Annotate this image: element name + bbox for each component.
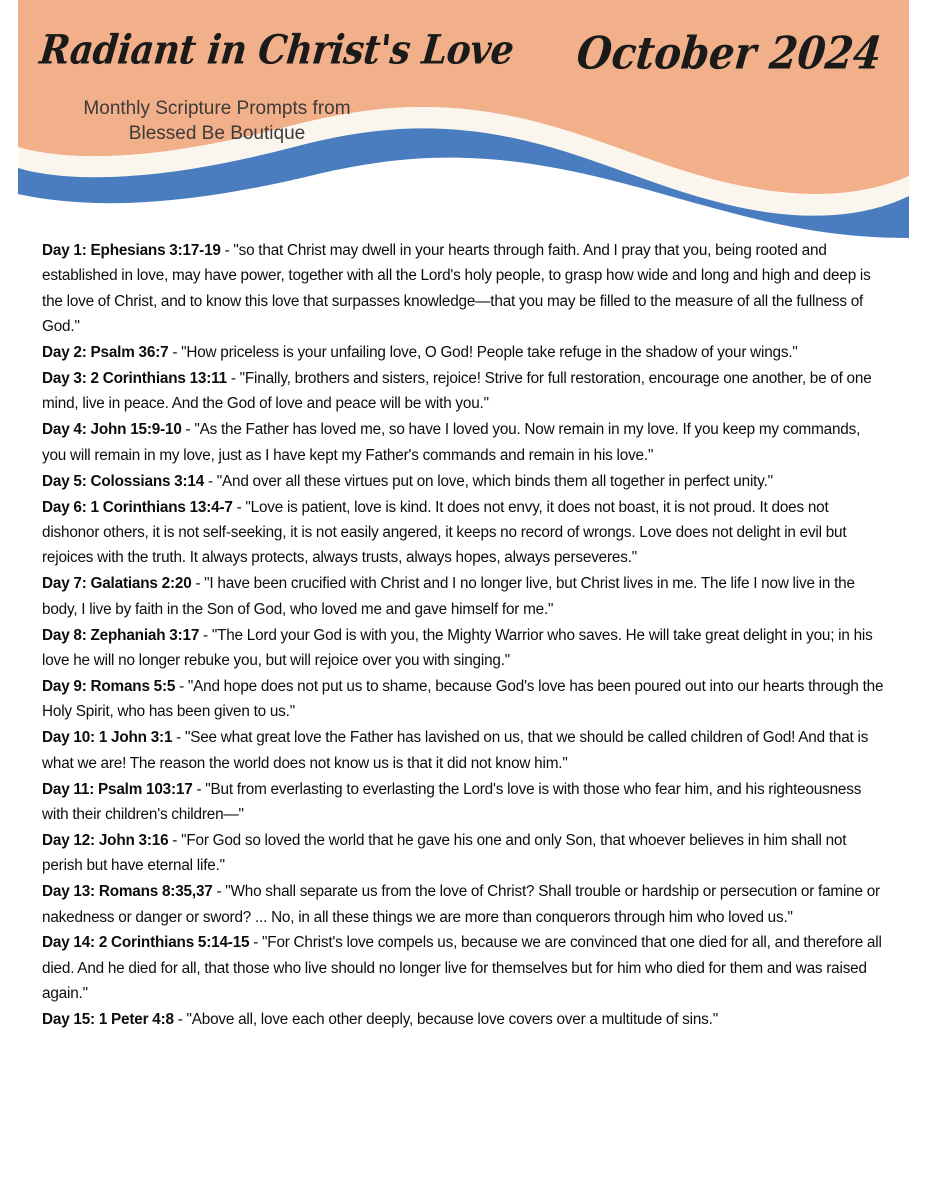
scripture-separator: - [168, 344, 182, 362]
scripture-reference: Day 2: Psalm 36:7 [42, 344, 169, 362]
scripture-entry [42, 828, 885, 879]
scripture-reference: Day 12: John 3:16 [42, 831, 169, 849]
scripture-verse-text: "But from everlasting to everlasting the Lord's love is with those who fear him, and his righteousness with their children's children—" [42, 780, 862, 823]
scripture-reference: Day 11: Psalm 103:17 [42, 780, 193, 798]
scripture-verse-text: "For God so loved the world that he gave his one and only Son, that whoever believes in him shall not perish but have eternal life." [42, 831, 847, 875]
scripture-separator: - [192, 780, 206, 798]
scripture-separator: - [249, 934, 263, 952]
scripture-separator: - [173, 1011, 187, 1029]
scripture-separator: - [226, 370, 240, 388]
scripture-separator: - [191, 575, 205, 593]
scripture-entry [42, 623, 885, 674]
subtitle [52, 96, 382, 146]
scripture-reference: Day 7: Galatians 2:20 [42, 575, 192, 593]
scripture-entry [42, 879, 885, 930]
scripture-verse-text: "How priceless is your unfailing love, O God! People take refuge in the shadow of your wings." [181, 344, 798, 362]
scripture-separator: - [181, 421, 195, 439]
scripture-verse-text: "Love is patient, love is kind. It does not envy, it does not boast, it is not proud. It does not dishonor others, it is not self-seeking, it is not easily angered, it keeps no record of wrongs. Love does not delight in evil but rejoices with the truth. It always protects, always trusts, always hopes, always perseveres." [42, 498, 847, 567]
scripture-entry [42, 366, 885, 417]
scripture-reference: Day 10: 1 John 3:1 [42, 729, 173, 747]
scripture-entry [42, 571, 885, 622]
scripture-entry [42, 417, 885, 468]
scripture-list [0, 238, 927, 1033]
scripture-verse-text: "See what great love the Father has lavished on us, that we should be called children of God! And that is what we are! The reason the world does not know us is that it did not know him." [42, 729, 869, 772]
scripture-entry [42, 1007, 885, 1032]
scripture-entry [42, 930, 885, 1006]
scripture-separator: - [199, 626, 212, 644]
scripture-reference: Day 15: 1 Peter 4:8 [42, 1011, 174, 1029]
scripture-separator: - [175, 677, 188, 695]
scripture-reference: Day 13: Romans 8:35,37 [42, 883, 213, 901]
scripture-reference: Day 5: Colossians 3:14 [42, 472, 205, 490]
scripture-entry [42, 674, 885, 725]
scripture-reference: Day 3: 2 Corinthians 13:11 [42, 370, 227, 388]
scripture-entry [42, 725, 885, 776]
scripture-separator: - [204, 472, 217, 490]
scripture-verse-text: "Above all, love each other deeply, because love covers over a multitude of sins." [186, 1011, 718, 1029]
subtitle-line-2: Blessed Be Boutique [128, 123, 306, 144]
scripture-verse-text: "so that Christ may dwell in your hearts through faith. And I pray that you, being rooted and established in love, may have power, together with all the Lord's holy people, to grasp how wide and long and high and deep is the love of Christ, and to know this love that surpasses knowledge—that you may be filled to the measure of all the fullness of God." [42, 242, 871, 336]
scripture-reference: Day 8: Zephaniah 3:17 [42, 626, 200, 644]
scripture-entry [42, 495, 885, 571]
scripture-verse-text: "The Lord your God is with you, the Mighty Warrior who saves. He will take great delight in you; in his love he will no longer rebuke you, but will rejoice over you with singing." [42, 626, 873, 669]
scripture-reference: Day 6: 1 Corinthians 13:4-7 [42, 498, 233, 516]
scripture-verse-text: "As the Father has loved me, so have I loved you. Now remain in my love. If you keep my commands, you will remain in my love, just as I have kept my Father's commands and remain in his love." [42, 421, 861, 464]
scripture-verse-text: "For Christ's love compels us, because we are convinced that one died for all, and therefore all died. And he died for all, that those who live should no longer live for themselves but for him who died for them and was raised again." [42, 934, 882, 1003]
scripture-verse-text: "And over all these virtues put on love, which binds them all together in perfect unity." [216, 472, 773, 490]
scripture-reference: Day 9: Romans 5:5 [42, 677, 176, 695]
scripture-separator: - [168, 831, 182, 849]
scripture-verse-text: "Who shall separate us from the love of Christ? Shall trouble or hardship or persecution or famine or nakedness or danger or sword? ... No, in all these things we are more than conquerors through him who loved us." [42, 883, 880, 926]
scripture-verse-text: "And hope does not put us to shame, because God's love has been poured out into our hearts through the Holy Spirit, who has been given to us." [42, 677, 884, 721]
scripture-entry [42, 238, 885, 340]
scripture-entry [42, 340, 885, 365]
scripture-verse-text: "Finally, brothers and sisters, rejoice! Strive for full restoration, encourage one another, be of one mind, live in peace. And the God of love and peace will be with you." [42, 370, 872, 413]
scripture-entry [42, 777, 885, 828]
scripture-separator: - [172, 729, 185, 747]
scripture-reference: Day 14: 2 Corinthians 5:14-15 [42, 934, 250, 952]
month-label: October 2024 [574, 27, 884, 80]
scripture-separator: - [220, 242, 234, 259]
page-header [0, 0, 927, 238]
subtitle-line-1: Monthly Scripture Prompts from [83, 98, 351, 119]
scripture-verse-text: "I have been crucified with Christ and I no longer live, but Christ lives in me. The life I now live in the body, I live by faith in the Son of God, who loved me and gave himself for me." [42, 575, 855, 618]
page-title: Radiant in Christ's Love [37, 26, 516, 74]
scripture-entry [42, 469, 885, 494]
scripture-separator: - [232, 498, 246, 516]
scripture-reference: Day 1: Ephesians 3:17-19 [42, 242, 221, 259]
scripture-reference: Day 4: John 15:9-10 [42, 421, 182, 439]
scripture-separator: - [212, 883, 226, 901]
